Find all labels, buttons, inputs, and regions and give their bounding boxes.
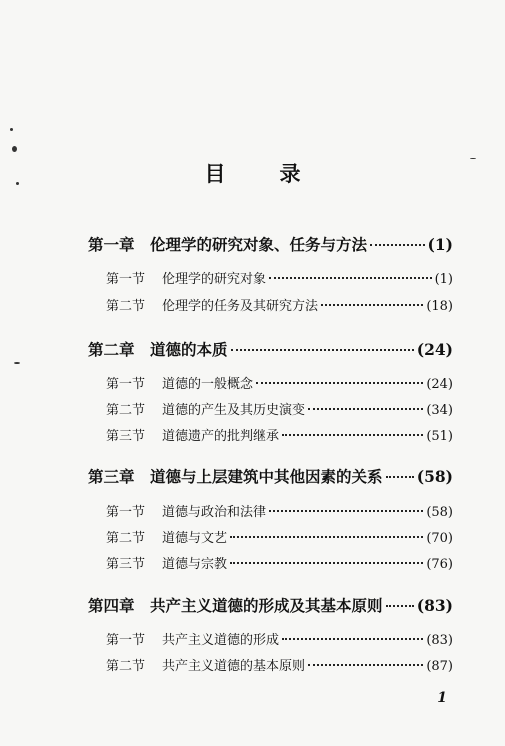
chapter-label: 第一章 [88, 235, 135, 254]
section-label: 第二节 [106, 659, 146, 674]
section-title: 伦理学的研究对象 [162, 272, 267, 287]
dot-leader [321, 304, 423, 306]
dot-leader [269, 277, 432, 279]
page-ref: (1) [427, 235, 453, 254]
toc-section-4-2[interactable] [106, 655, 453, 674]
dot-leader [231, 349, 414, 351]
toc-chapter-1[interactable] [88, 233, 453, 255]
chapter-title: 伦理学的研究对象、任务与方法 [150, 235, 368, 254]
section-label: 第一节 [106, 377, 146, 392]
chapter-title: 共产主义道德的形成及其基本原则 [150, 596, 383, 615]
section-label: 第三节 [106, 429, 146, 444]
page-ref: (87) [426, 659, 453, 674]
toc-section-4-1[interactable] [106, 629, 453, 648]
page-number: 1 [437, 690, 447, 706]
dot-leader [282, 434, 423, 436]
dot-leader [308, 664, 423, 666]
dot-leader [256, 382, 423, 384]
toc-section-3-2[interactable] [106, 527, 453, 546]
section-label: 第一节 [106, 505, 146, 520]
scan-speck [10, 128, 13, 131]
dot-leader [230, 536, 423, 538]
section-title: 道德与政治和法律 [162, 505, 267, 520]
chapter-label: 第二章 [88, 340, 135, 359]
page-ref: (83) [426, 633, 453, 648]
toc-section-2-2[interactable] [106, 399, 453, 418]
page-ref: (83) [416, 596, 453, 615]
section-title: 道德与文艺 [162, 531, 228, 546]
toc-chapter-2[interactable] [88, 338, 453, 360]
dot-leader [230, 562, 423, 564]
section-title: 道德与宗教 [162, 557, 228, 572]
chapter-title: 道德与上层建筑中其他因素的关系 [150, 467, 383, 486]
dot-leader [386, 476, 414, 478]
chapter-title: 道德的本质 [150, 340, 228, 359]
page-ref: (24) [416, 340, 453, 359]
page-ref: (1) [434, 272, 453, 287]
dot-leader [282, 638, 423, 640]
page-ref: (18) [426, 299, 453, 314]
title-char-2: 录 [279, 161, 301, 186]
section-label: 第二节 [106, 403, 146, 418]
dot-leader [386, 605, 414, 607]
section-title: 道德的产生及其历史演变 [162, 403, 306, 418]
section-label: 第一节 [106, 272, 146, 287]
section-label: 第二节 [106, 531, 146, 546]
page-ref: (58) [416, 467, 453, 486]
scan-speck [14, 362, 20, 364]
title-char-1: 目 [204, 161, 226, 186]
dot-leader [269, 510, 423, 512]
page-ref: (70) [426, 531, 453, 546]
page-ref: (34) [426, 403, 453, 418]
toc-section-1-1[interactable] [106, 268, 453, 287]
page-ref: (58) [426, 505, 453, 520]
scan-speck [16, 182, 19, 185]
dot-leader [370, 244, 425, 246]
page-ref: (76) [426, 557, 453, 572]
section-title: 道德遗产的批判继承 [162, 429, 280, 444]
section-label: 第二节 [106, 299, 146, 314]
toc-section-3-1[interactable] [106, 501, 453, 520]
chapter-label: 第四章 [88, 596, 135, 615]
section-title: 伦理学的任务及其研究方法 [162, 299, 319, 314]
toc-chapter-4[interactable] [88, 594, 453, 616]
section-label: 第三节 [106, 557, 146, 572]
chapter-label: 第三章 [88, 467, 135, 486]
page-ref: (51) [426, 429, 453, 444]
toc-section-2-1[interactable] [106, 373, 453, 392]
dot-leader [308, 408, 423, 410]
toc-section-1-2[interactable] [106, 295, 453, 314]
section-title: 道德的一般概念 [162, 377, 254, 392]
toc-section-3-3[interactable] [106, 553, 453, 572]
toc-section-2-3[interactable] [106, 425, 453, 444]
section-title: 共产主义道德的基本原则 [162, 659, 306, 674]
section-title: 共产主义道德的形成 [162, 633, 280, 648]
section-label: 第一节 [106, 633, 146, 648]
page-ref: (24) [426, 377, 453, 392]
scan-speck [12, 146, 17, 152]
toc-chapter-3[interactable] [88, 465, 453, 487]
scan-speck [470, 158, 476, 159]
